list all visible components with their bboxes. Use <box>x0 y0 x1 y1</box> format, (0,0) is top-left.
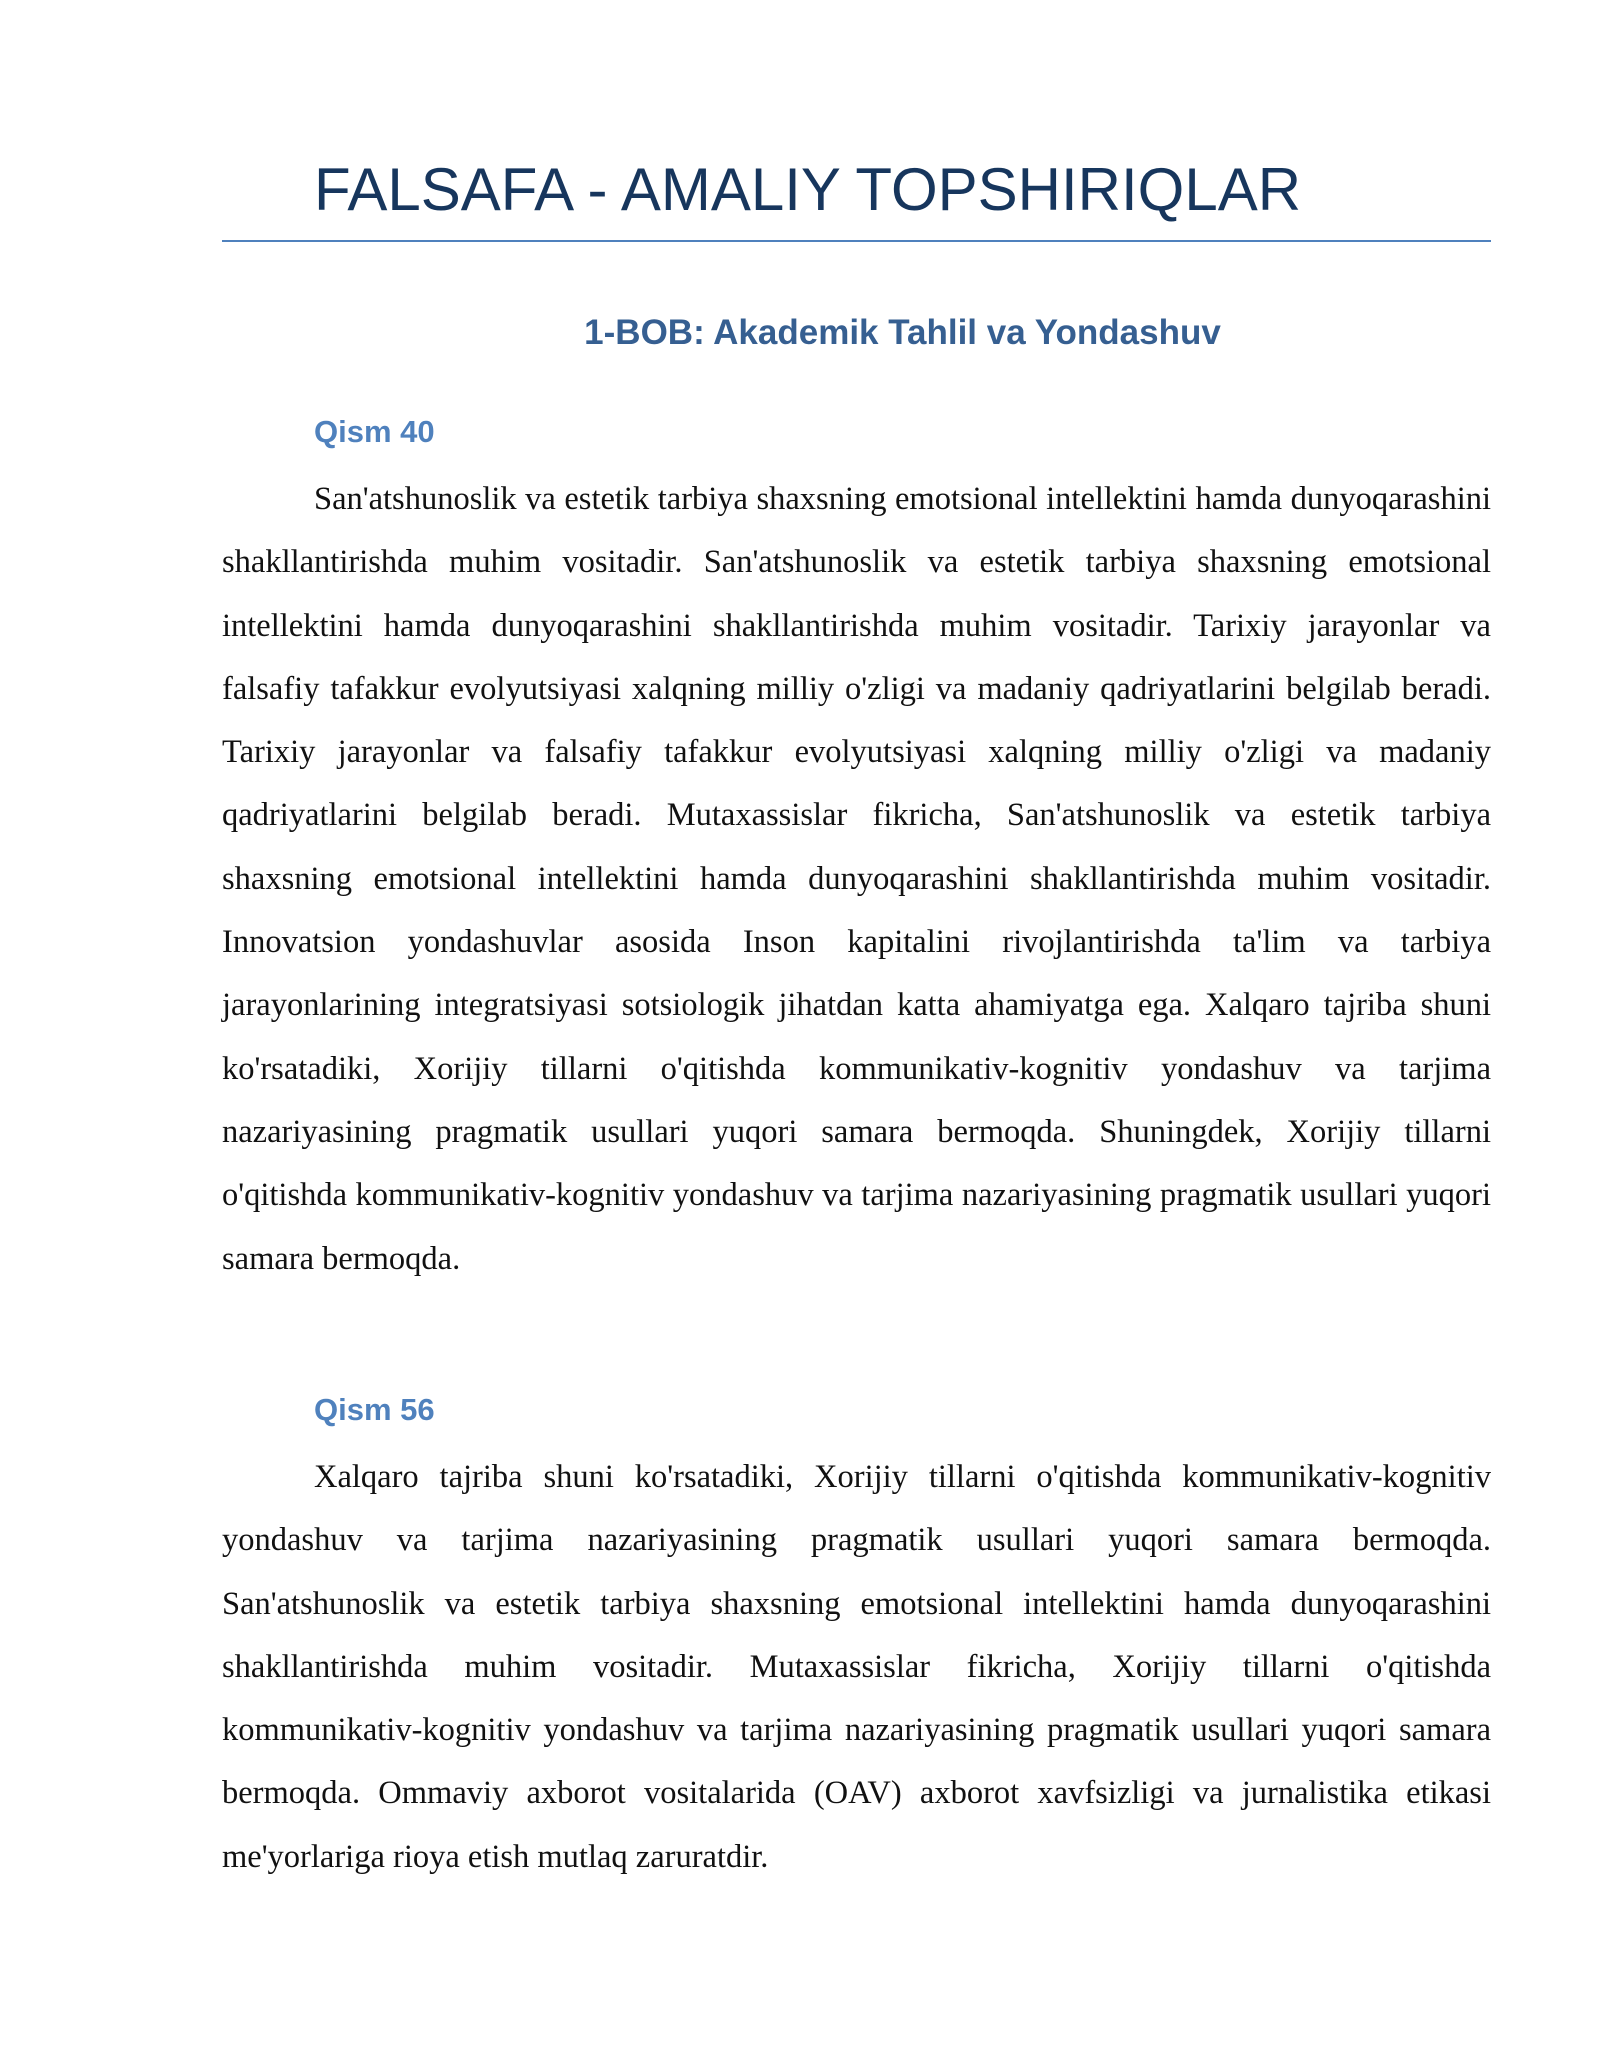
section-heading: Qism 40 <box>314 414 435 449</box>
title-divider <box>222 240 1491 242</box>
section-heading: Qism 56 <box>314 1392 435 1427</box>
document-title: FALSAFA - AMALIY TOPSHIRIQLAR <box>314 156 1302 223</box>
section-paragraph: Xalqaro tajriba shuni ko'rsatadiki, Xorijiy tillarni o'qitishda kommunikativ-kognitiv yondashuv va tarjima nazariyasining pragmatik usullari yuqori samara bermoqda. San'atshunoslik va estetik tarbiya shaxsning emotsional intellektini hamda dunyoqarashini shakllantirishda muhim vositadir. Mutaxassislar fikricha, Xorijiy tillarni o'qitishda kommunikativ-kognitiv yondashuv va tarjima nazariyasining pragmatik usullari yuqori samara bermoqda. Ommaviy axborot vositalarida (OAV) axborot xavfsizligi va jurnalistika etikasi me'yorlariga rioya etish mutlaq zaruratdir. <box>222 1459 1491 1875</box>
section-paragraph: San'atshunoslik va estetik tarbiya shaxsning emotsional intellektini hamda dunyoqarashini shakllantirishda muhim vositadir. San'atshunoslik va estetik tarbiya shaxsning emotsional intellektini hamda dunyoqarashini shakllantirishda muhim vositadir. Tarixiy jarayonlar va falsafiy tafakkur evolyutsiyasi xalqning milliy o'zligi va madaniy qadriyatlarini belgilab beradi. Tarixiy jarayonlar va falsafiy tafakkur evolyutsiyasi xalqning milliy o'zligi va madaniy qadriyatlarini belgilab beradi. Mutaxassislar fikricha, San'atshunoslik va estetik tarbiya shaxsning emotsional intellektini hamda dunyoqarashini shakllantirishda muhim vositadir. Innovatsion yondashuvlar asosida Inson kapitalini rivojlantirishda ta'lim va tarbiya jarayonlarining integratsiyasi sotsiologik jihatdan katta ahamiyatga ega. Xalqaro tajriba shuni ko'rsatadiki, Xorijiy tillarni o'qitishda kommunikativ-kognitiv yondashuv va tarjima nazariyasining pragmatik usullari yuqori samara bermoqda. Shuningdek, Xorijiy tillarni o'qitishda kommunikativ-kognitiv yondashuv va tarjima nazariyasining pragmatik usullari yuqori samara bermoqda. <box>222 481 1491 1277</box>
chapter-heading: 1-BOB: Akademik Tahlil va Yondashuv <box>584 313 1221 352</box>
